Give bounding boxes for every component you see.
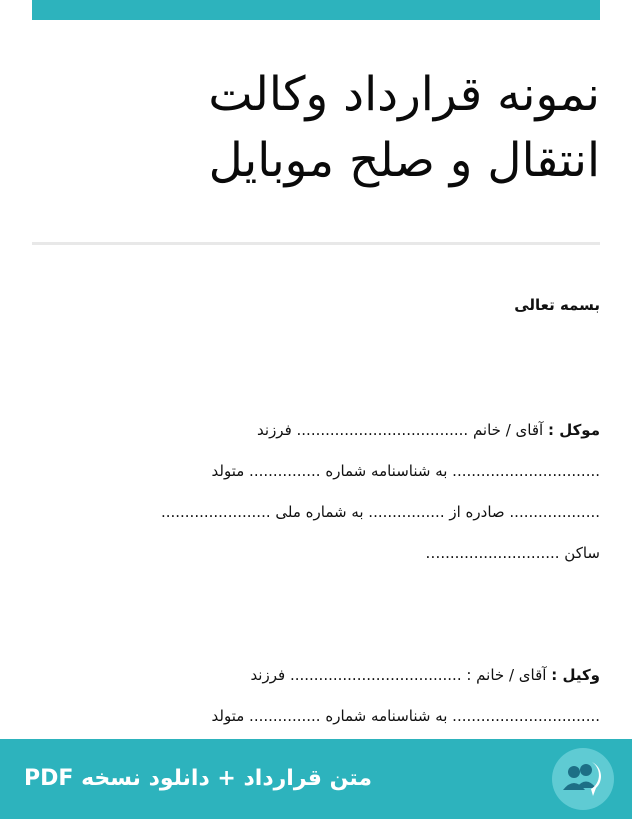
agent-label: وکیل : (551, 666, 600, 684)
agent-line-2: ............................... به شناسنامه شماره ............... متولد (211, 707, 600, 725)
top-accent-bar (32, 0, 600, 20)
footer-download-text[interactable]: متن قرارداد + دانلود نسخه PDF (24, 766, 372, 791)
client-line-2: ............................... به شناسنامه شماره ............... متولد (211, 462, 600, 480)
page-title (40, 62, 600, 194)
title-line-1: نمونه قرارداد وکالت (208, 67, 600, 122)
agent-line-1 (250, 664, 600, 686)
people-chat-icon (552, 748, 614, 810)
agent-line-1-text: آقای / خانم : .................................... فرزند (250, 666, 547, 684)
footer-banner[interactable] (0, 739, 632, 819)
client-line-1 (257, 419, 600, 441)
basmala-heading: بسمه تعالی (514, 296, 600, 314)
client-line-1-text: آقای / خانم .................................... فرزند (257, 421, 544, 439)
title-line-2: انتقال و صلح موبایل (208, 133, 600, 188)
title-divider (32, 242, 600, 245)
client-line-3: ................... صادره از ................ به شماره ملی ....................... (160, 503, 600, 521)
client-label: موکل : (547, 421, 600, 439)
client-line-4: ساکن .........................… (425, 544, 600, 562)
